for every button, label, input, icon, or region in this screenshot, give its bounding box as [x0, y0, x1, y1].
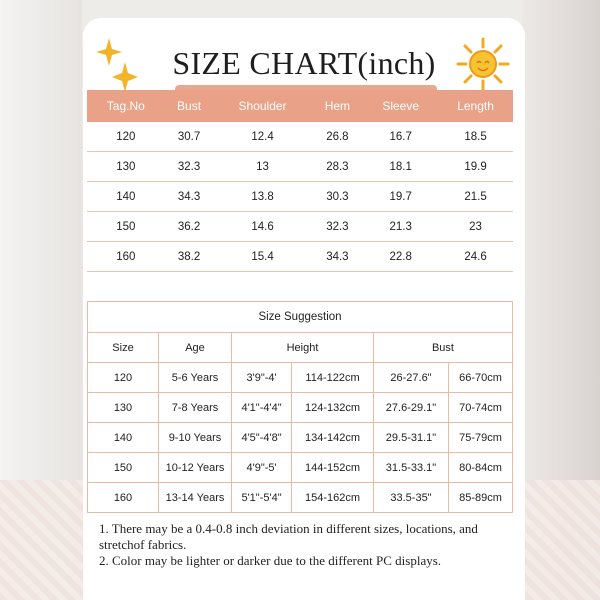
table-cell: 26-27.6": [373, 363, 448, 393]
table-cell: 150: [87, 212, 165, 242]
table-row: [88, 483, 513, 513]
header-bust: Bust: [373, 333, 512, 363]
table-cell: 124-132cm: [292, 393, 374, 423]
table-cell: 120: [88, 363, 159, 393]
size-suggestion-caption: Size Suggestion: [88, 302, 513, 333]
size-chart-header-row: [87, 90, 513, 122]
table-cell: 34.3: [165, 182, 214, 212]
table-cell: 13.8: [214, 182, 312, 212]
table-row: [88, 423, 513, 453]
table-cell: 4'9"-5': [232, 453, 292, 483]
table-cell: 15.4: [214, 242, 312, 272]
size-suggestion-header-row: [88, 333, 513, 363]
table-cell: 31.5-33.1": [373, 453, 448, 483]
table-cell: 26.8: [312, 122, 364, 152]
table-cell: 120: [87, 122, 165, 152]
note-item: 2. Color may be lighter or darker due to the different PC displays.: [99, 553, 442, 568]
table-row: [87, 182, 513, 212]
table-row: [87, 212, 513, 242]
header-height: Height: [232, 333, 374, 363]
size-chart-table: [87, 90, 513, 272]
table-cell: 14.6: [214, 212, 312, 242]
table-cell: 4'1"-4'4": [232, 393, 292, 423]
table-cell: 21.5: [438, 182, 513, 212]
header-tag-no: Tag.No: [87, 90, 165, 122]
table-cell: 154-162cm: [292, 483, 374, 513]
table-cell: 18.5: [438, 122, 513, 152]
table-row: [87, 152, 513, 182]
table-cell: 134-142cm: [292, 423, 374, 453]
table-cell: 19.7: [363, 182, 438, 212]
table-cell: 32.3: [312, 212, 364, 242]
table-cell: 4'5"-4'8": [232, 423, 292, 453]
table-cell: 75-79cm: [449, 423, 513, 453]
table-cell: 9-10 Years: [159, 423, 232, 453]
table-row: [88, 453, 513, 483]
table-cell: 144-152cm: [292, 453, 374, 483]
table-cell: 10-12 Years: [159, 453, 232, 483]
page-title: SIZE CHART(inch): [172, 45, 436, 81]
table-cell: 70-74cm: [449, 393, 513, 423]
table-cell: 19.9: [438, 152, 513, 182]
table-cell: 38.2: [165, 242, 214, 272]
table-row: [88, 393, 513, 423]
size-chart-card: [83, 18, 525, 600]
header-shoulder: Shoulder: [214, 90, 312, 122]
table-cell: 23: [438, 212, 513, 242]
table-cell: 29.5-31.1": [373, 423, 448, 453]
table-cell: 160: [88, 483, 159, 513]
table-cell: 33.5-35": [373, 483, 448, 513]
table-row: [87, 122, 513, 152]
table-cell: 18.1: [363, 152, 438, 182]
table-cell: 140: [88, 423, 159, 453]
table-cell: 13: [214, 152, 312, 182]
header-size: Size: [88, 333, 159, 363]
table-cell: 140: [87, 182, 165, 212]
table-cell: 12.4: [214, 122, 312, 152]
table-cell: 7-8 Years: [159, 393, 232, 423]
table-cell: 24.6: [438, 242, 513, 272]
table-cell: 130: [87, 152, 165, 182]
table-cell: 22.8: [363, 242, 438, 272]
table-cell: 5-6 Years: [159, 363, 232, 393]
table-cell: 150: [88, 453, 159, 483]
table-cell: 30.7: [165, 122, 214, 152]
table-cell: 66-70cm: [449, 363, 513, 393]
table-cell: 114-122cm: [292, 363, 374, 393]
header-sleeve: Sleeve: [363, 90, 438, 122]
header-age: Age: [159, 333, 232, 363]
table-cell: 80-84cm: [449, 453, 513, 483]
table-cell: 3'9"-4': [232, 363, 292, 393]
table-cell: 36.2: [165, 212, 214, 242]
header-hem: Hem: [312, 90, 364, 122]
table-row: [87, 242, 513, 272]
table-cell: 13-14 Years: [159, 483, 232, 513]
table-row: [88, 363, 513, 393]
table-cell: 21.3: [363, 212, 438, 242]
notes: [99, 521, 519, 569]
table-cell: 30.3: [312, 182, 364, 212]
size-suggestion-table: [87, 301, 513, 513]
table-cell: 85-89cm: [449, 483, 513, 513]
table-cell: 28.3: [312, 152, 364, 182]
table-cell: 27.6-29.1": [373, 393, 448, 423]
sun-icon: [455, 36, 511, 92]
table-cell: 5'1"-5'4": [232, 483, 292, 513]
table-cell: 130: [88, 393, 159, 423]
note-item: 1. There may be a 0.4-0.8 inch deviation in different sizes, locations, and stretchof fabrics.: [99, 521, 478, 552]
table-cell: 32.3: [165, 152, 214, 182]
size-suggestion-caption-row: [88, 302, 513, 333]
table-cell: 16.7: [363, 122, 438, 152]
header-bust: Bust: [165, 90, 214, 122]
header-length: Length: [438, 90, 513, 122]
table-cell: 34.3: [312, 242, 364, 272]
table-cell: 160: [87, 242, 165, 272]
